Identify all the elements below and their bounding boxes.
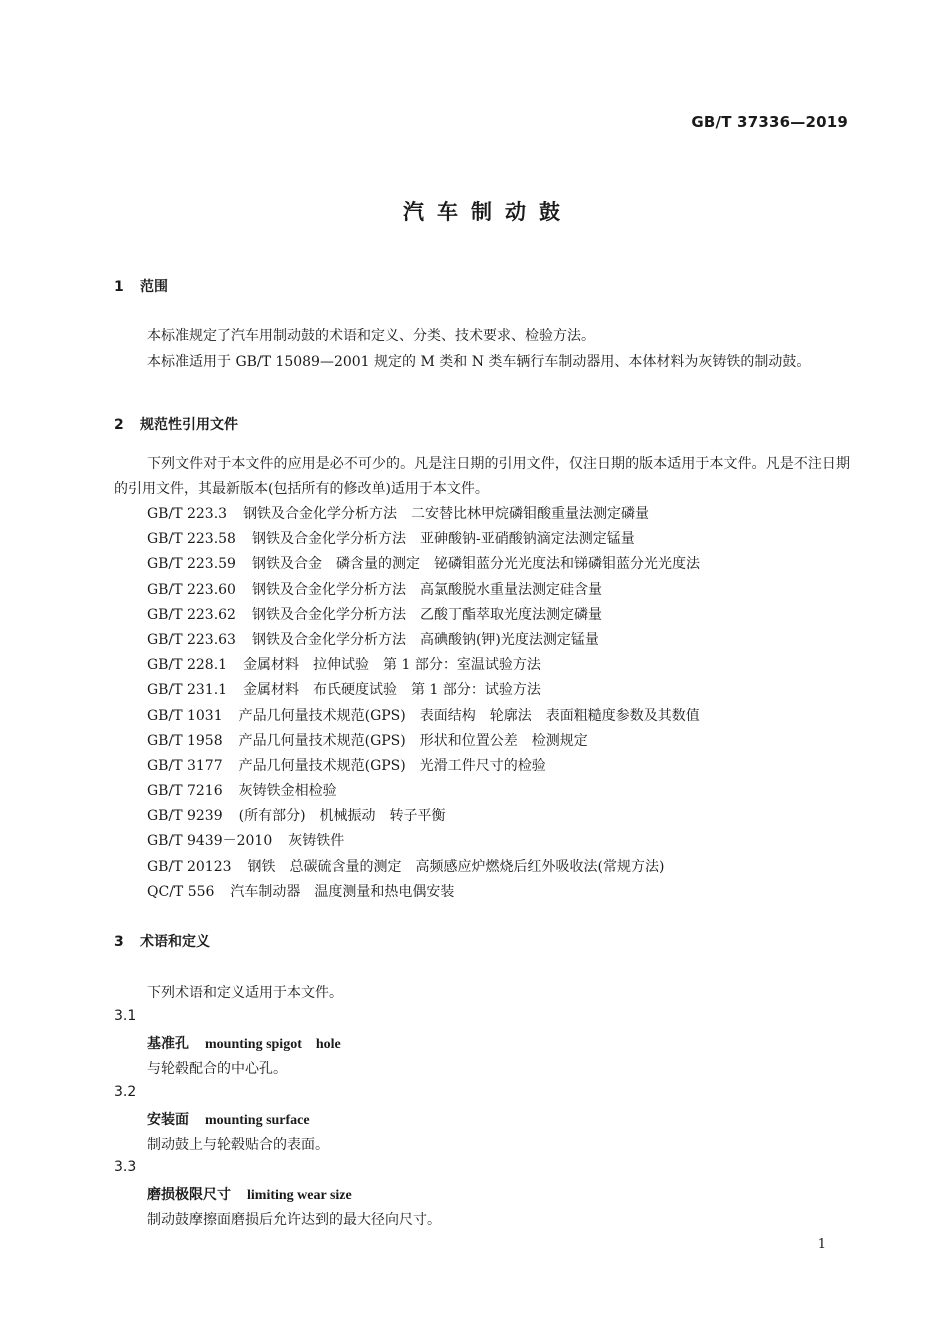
section-title: 范围 (140, 279, 168, 295)
reference-title: 金属材料 拉伸试验 第 1 部分：室温试验方法 (243, 657, 541, 674)
term-name-cn: 磨损极限尺寸 (147, 1187, 231, 1203)
reference-item (147, 829, 700, 854)
section-3-intro: 下列术语和定义适用于本文件。 (147, 985, 343, 1001)
section-1-heading (114, 275, 168, 300)
reference-item (147, 678, 700, 703)
term-definition: 与轮毂配合的中心孔。 (147, 1061, 287, 1077)
section-2-heading (114, 413, 238, 438)
section-1-paragraph-2: 本标准适用于 GB/T 15089—2001 规定的 M 类和 N 类车辆行车制动器用、本体材料为灰铸铁的制动鼓。 (147, 354, 811, 370)
reference-title: 灰铸铁金相检验 (238, 783, 337, 800)
reference-item (147, 603, 700, 628)
section-title: 规范性引用文件 (140, 417, 238, 433)
section-3-heading (114, 930, 210, 955)
reference-title: 产品几何量技术规范(GPS) 光滑工件尺寸的检验 (238, 757, 546, 774)
reference-title: 钢铁及合金化学分析方法 二安替比林甲烷磷钼酸重量法测定磷量 (243, 506, 650, 522)
document-title: 汽车制动鼓 (403, 200, 573, 224)
section-number: 1 (114, 279, 124, 295)
reference-code: GB/T 223.63 (147, 631, 236, 648)
term-definition: 制动鼓上与轮毂贴合的表面。 (147, 1137, 329, 1153)
reference-title: 钢铁及合金化学分析方法 亚砷酸钠-亚硝酸钠滴定法测定锰量 (251, 531, 635, 548)
term-name (147, 1109, 310, 1129)
section-1-paragraph-1: 本标准规定了汽车用制动鼓的术语和定义、分类、技术要求、检验方法。 (147, 328, 595, 344)
reference-code: GB/T 9439－2010 (147, 833, 273, 850)
reference-code: GB/T 223.58 (147, 531, 236, 548)
page-number: 1 (817, 1237, 826, 1252)
reference-title: 汽车制动器 温度测量和热电偶安装 (230, 883, 455, 900)
reference-item (147, 653, 700, 678)
reference-code: GB/T 223.3 (147, 506, 228, 522)
section-number: 3 (114, 934, 124, 950)
term-definition: 制动鼓摩擦面磨损后允许达到的最大径向尺寸。 (147, 1212, 441, 1228)
section-2-intro: 下列文件对于本文件的应用是必不可少的。凡是注日期的引用文件，仅注日期的版本适用于本文件。凡是不注日期的引用文件，其最新版本(包括所有的修改单)适用于本文件。 (114, 456, 850, 497)
reference-item (147, 804, 700, 829)
term-number: 3.1 (114, 1008, 137, 1024)
reference-item (147, 628, 700, 653)
reference-code: GB/T 223.62 (147, 606, 236, 623)
reference-item (147, 552, 700, 577)
reference-title: 钢铁及合金 磷含量的测定 铋磷钼蓝分光光度法和锑磷钼蓝分光光度法 (251, 556, 700, 573)
reference-code: GB/T 9239 (147, 808, 223, 825)
reference-code: GB/T 231.1 (147, 682, 228, 699)
reference-code: GB/T 3177 (147, 757, 223, 774)
reference-code: GB/T 1958 (147, 732, 223, 749)
reference-code: GB/T 7216 (147, 783, 223, 800)
reference-item (147, 578, 700, 603)
reference-title: 钢铁 总碳硫含量的测定 高频感应炉燃烧后红外吸收法(常规方法) (247, 858, 665, 875)
reference-code: GB/T 223.59 (147, 556, 236, 573)
term-name-cn: 基准孔 (147, 1036, 189, 1052)
term-name-en: mounting surface (205, 1113, 310, 1128)
section-number: 2 (114, 417, 124, 433)
term-name (147, 1033, 341, 1053)
normative-reference-list (147, 502, 700, 905)
reference-title: 金属材料 布氏硬度试验 第 1 部分：试验方法 (243, 682, 541, 699)
reference-title: (所有部分) 机械振动 转子平衡 (238, 808, 446, 825)
reference-item (147, 729, 700, 754)
reference-item (147, 779, 700, 804)
term-number: 3.3 (114, 1159, 137, 1175)
term-name (147, 1184, 352, 1204)
reference-code: GB/T 223.60 (147, 581, 236, 598)
reference-item (147, 855, 700, 880)
term-name-en: limiting wear size (247, 1188, 352, 1203)
reference-title: 钢铁及合金化学分析方法 乙酸丁酯萃取光度法测定磷量 (251, 606, 602, 623)
reference-item (147, 880, 700, 905)
reference-code: GB/T 1031 (147, 707, 223, 724)
term-name-en: mounting spigot hole (205, 1037, 341, 1052)
term-name-cn: 安装面 (147, 1112, 189, 1128)
reference-title: 灰铸铁件 (288, 833, 345, 850)
reference-title: 产品几何量技术规范(GPS) 形状和位置公差 检测规定 (238, 732, 588, 749)
reference-item (147, 754, 700, 779)
term-number: 3.2 (114, 1084, 137, 1100)
reference-code: GB/T 228.1 (147, 657, 228, 674)
reference-title: 钢铁及合金化学分析方法 高氯酸脱水重量法测定硅含量 (251, 581, 602, 598)
reference-item (147, 527, 700, 552)
reference-title: 产品几何量技术规范(GPS) 表面结构 轮廓法 表面粗糙度参数及其数值 (238, 707, 700, 724)
reference-code: GB/T 20123 (147, 858, 232, 875)
standard-code: GB/T 37336—2019 (691, 113, 848, 131)
reference-code: QC/T 556 (147, 883, 215, 900)
reference-item (147, 704, 700, 729)
reference-title: 钢铁及合金化学分析方法 高碘酸钠(钾)光度法测定锰量 (251, 631, 599, 648)
reference-item (147, 502, 700, 527)
section-title: 术语和定义 (140, 934, 210, 950)
